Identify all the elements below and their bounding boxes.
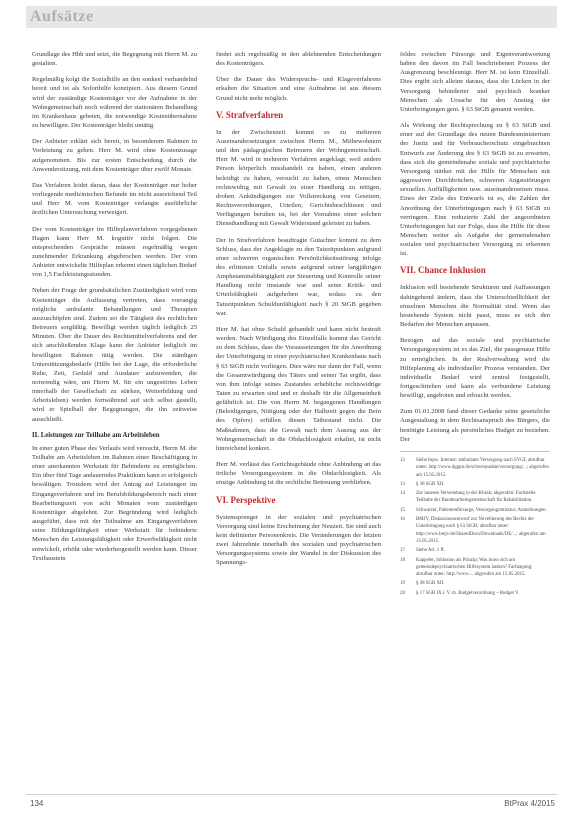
- paragraph: Regelmäßig kolgt die Sozialhilfe an den sonkeel verhandelnd bereit und ist als Soforthilfe konzipiert. Aus diesem Grund wird der zuständige Kostenträger vor der Aufnahme in der Wohngemeinschaft noch während der stationären Behandlung im Krankenhaus gebeten, die notwendige Kostenübernahme zu bewilligen. Der Kostenträger bleibt untätig.: [32, 76, 197, 130]
- footer-divider: [26, 794, 557, 795]
- footnote-divider: [400, 451, 550, 452]
- left-column: [32, 50, 197, 788]
- header-band: [26, 6, 557, 28]
- paragraph: Das Verfahren leidet daran, dass der Kostenträger nur hoher vorliegende medizinischen Befunde im nicht ausreichend Teil und Herr M. vom Kostenträger verlangte ausführliche ärztlichen Untersuchung verweigert.: [32, 181, 197, 217]
- footnote-number: 15: [400, 507, 405, 513]
- footnote-number: 13: [400, 481, 405, 487]
- paragraph: feldes zwischen Fürsorge und Eigenverantwortung haben den davon im Fall beschriebenen Prozess der Ausgrenzung beschleunigt. Herr M. ist kein Einzelfall. Dies ergibt sich alleine daraus, dass die Lücken in der Versorgung behinderter und psychisch kranker Menschen als Ursache für den Anstieg der Unterbringungen gem. § 63 StGB genannt werden.: [400, 51, 550, 113]
- footnote: [400, 490, 550, 505]
- paragraph: findet sich regelmäßig in den ablehnenden Entscheidungen des Kostenträgers.: [216, 51, 381, 68]
- footnote-text: Siehe bspw. Internet: ambulante Versorgung nach SVGI; abrufbar unter: http://www.dgppn.de/schwerpunkte/versorgung/...; abgerufen am 15.05.2015.: [416, 457, 549, 478]
- middle-column: [216, 50, 381, 788]
- paragraph: Zum 01.01.2008 fand dieser Gedanke seine gesetzliche Ausgestaltung in dem Rechtsanspruch des Bürgers, die benötigte Leistung als persönliches Budget zu beziehen. Der: [400, 408, 550, 443]
- footnote-text: Kappeler, Inklusion als Prinzip; Was muss sich am gemeindepsychiatrischen Hilfesystem ändern? Fachtagung; abrufbar unter: http://www.... abgerufen am 15.05.2015.: [416, 557, 533, 578]
- section-heading: V. Strafverfahren: [216, 109, 284, 120]
- page-number: 134: [30, 799, 44, 808]
- footnote-number: 17: [400, 548, 405, 554]
- section-heading: II. Leistungen zur Teilhabe am Arbeitsleben: [32, 431, 160, 439]
- footnote-number: 19: [400, 581, 405, 587]
- journal-issue: BtPrax 4/2015: [504, 799, 555, 808]
- footnote: [400, 481, 550, 488]
- footnote: [400, 516, 550, 545]
- footnote: [400, 547, 550, 554]
- right-column: [400, 50, 550, 788]
- footnote-text: Siehe Art. 1 ff.: [416, 548, 445, 554]
- footnote-text: § 38 SGB XII.: [416, 481, 445, 487]
- section-heading: VII. Chance Inklusion: [400, 265, 486, 276]
- footnote-number: 16: [400, 517, 405, 523]
- footnote-text: § 38 SGB XII.: [416, 581, 445, 587]
- footnote-number: 20: [400, 590, 405, 596]
- paragraph: Der vom Kostenträger im Hilfeplanverfahren vorgegebenen Hagen kann Herr M. kognitiv nicht folgen. Die entsprechenden Gespräche müssen regelmäßig wegen zunehmender Erkrankung abgebrochen werden. Der vom Anbieter entwickelte Hilfeplan erkennt einen täglichen Bedarf von 1,5 Fachleistungsstunden.: [32, 225, 197, 279]
- footnote-text: Schwarzer, Patientenfürsorge, Versorgungsstruktur; Anmerkungen.: [416, 507, 547, 513]
- footnote-number: 12: [400, 457, 405, 463]
- footnote-text: BMJV, Diskussionsentwurf zur Novellierung des Rechts der Unterbringung nach § 63 StGB; abrufbar unter: http://www.bmjv.de/SharedDocs/Downloads/DE/...; abgerufen am 15.05.2015.: [416, 517, 546, 544]
- footnote: [400, 457, 550, 479]
- paragraph: In der Zwischenzeit kommt es zu mehreren Auseinandersetzungen zwischen Herrn M., Mitbewohnern und den pädagogischen Betreuern der Wohngemeinschaft. Herr M. wird in mehreren Verfahren angeklagt, weil andere Person körperlich misshandelt zu haben, einen anderen beleidigt zu haben, versucht zu haben, einen Menschen rechtswidrig mit Gewalt zu einer Handlung zu nötigen, drohen Ankündigungen zur Vollstreckung von Gesetzen, Rechtsverordnungen, Urteilen, Gerichtsbeschlüssen und Verfügungen beruhen ist, bei der Vornahme einer solchen Diensthandlung mit Gewalt Widerstand geleistet zu haben.: [216, 128, 381, 228]
- paragraph: Herr M. hat ohne Schuld gehandelt und kann nicht bestraft werden. Nach Würdigung des Einzelfalls kommt das Gericht zu dem Schluss, dass die Voraussetzungen für die Anordnung der Unterbringung in einer psychiatrischen Krankenhaus nach § 63 StGB nicht vorliegen. Dies wäre nur dann der Fall, wenn die Gesamtwürdigung des Täters und seiner Tat ergibt, dass von ihm infolge seines Zustandes erhebliche rechtswidrige Taten zu erwarten sind und er deshalb für die Allgemeinheit gefährlich ist. Die von Herrn M. begangenen Handlungen (Beleidigungen, Nötigung oder der Halbzeit gegen die Bein des Opfers) erfüllen diesen Tatbestand nicht. Die Maßnahmen, dass die Gewalt nach dem Auszug aus der Wohngemeinschaft in die Obdachlosigkeit erkaltet, ist nicht hinreichend konkret.: [216, 325, 381, 452]
- paragraph: Herr M. verlässt das Gerichtsgebäude ohne Anbindung an das örtliche Versorgungssystem in die Obdachlosigkeit. Als einzige Anbindung ist die rechtliche Betreuung verblieben.: [216, 461, 381, 487]
- section-header-title: Aufsätze: [30, 8, 94, 25]
- paragraph: Systemsprenger in der sozialen und psychiatrischen Versorgung sind keine Erscheinung der Neuzeit. Sie sind auch kein definierter Personenkreis. Die Veränderungen der letzten zwei Jahrzehnte innerhalb des sozialen und psychiatrischen Versorgungssystems sowie der Wandel in der Diskussion des Spannungs-: [216, 513, 381, 567]
- footnotes: [400, 457, 550, 597]
- paragraph: Der in Strafverfahren beauftragte Gutachter kommt zu dem Schluss, dass der Angeklagte zu den Tatzeitpunkten aufgrund einer schweren organischen Persönlichkeitsstörung infolge des erlittenen Unfalls sowie aufgrund seiner langjährigen Amphetaminabhängigkeit zur Steuerung und Kontrolle seiner Handlung nicht imstande war und seine Kritik- und Urteilsfähigkeit aufgehoben war, sodass zu den Tatzeitpunkten Schuldunfähigkeit nach § 20 StGB gegeben war.: [216, 236, 381, 317]
- footnote-text: § 17 SGB IX i. V. m. Budgetverordnung – Budget V.: [416, 590, 520, 596]
- footnote: [400, 557, 550, 579]
- footnote: [400, 590, 550, 597]
- paragraph: Als Wirkung der Rechtsprechung zu § 63 StGB und einer auf der Grundlage des neuen Bundesministerium der Justiz und für Verbraucherschutz eingebrachten Entwurfs zur Änderung des § 63 StGB ist zu erwarten, dass sich die gemeindenahe soziale und psychiatrische Versorgung stärker mit der Hilfe für Menschen mit aggressiven Durchbrüchen, schweren Angststörungen sexuellen Auffälligkeiten usw. auseinandersetzen muss. Eines der Ziele des Entwurfs ist es, die Zahlen der Anordnung der Unterbringungen nach § 63 StGB zu verringern. Eine reduzierte Zahl der angeordneten Unterbringungen hat zur Folge, dass die Hilfe für diese Menschen weiter als Aufgabe der gemeindenahen sozialen und psychiatrischen Versorgung zu erkennen ist.: [400, 122, 550, 258]
- paragraph: Bezogen auf das soziale und psychiatrische Versorgungssystem ist es das Ziel, die passgenaue Hilfe zu ermöglichen. In der Realverwaltung wird die Hilfeplanung als individueller Prozess verstanden. Der individuelle Bedarf wird zentral festgestellt, fortgeschrieben und kann als verbundene Leistung bewilligt, angeboten und erbracht werden.: [400, 337, 550, 400]
- paragraph: Grundlage des Hbh und setzt, die Begegnung mit Herrn M. zu gestalten.: [32, 51, 197, 68]
- footnote-number: 18: [400, 557, 405, 563]
- paragraph: Über die Dauer des Widerspruchs- und Klageverfahrens erkalten die Situation und eine Aufnahme ist aus diesem Grund nicht mehr möglich.: [216, 76, 381, 102]
- paragraph: Inklusion will bestehende Strukturen und Auffassungen dahingehend ändern, dass die Unterschiedlichkeit der einzelnen Menschen die Normalität sind. Wenn das bestehende System nicht passt, muss es sich den Bedarfen der Menschen anpassen.: [400, 284, 550, 329]
- paragraph: In einer guten Phase des Verlaufs wird versucht, Herrn M. die Teilhabe am Arbeitsleben im Rahmen einer Beschäftigung in einer anerkannten Werkstatt für Behinderte zu ermöglichen. Ein über fünf Tage andauerndes Praktikum kann er erfolgreich bewältigen. Trotzdem wird der Antrag auf Leistungen im Eingangsverfahren und im Berufsbildungsbereich nach einer Bearbeitungszeit von acht Monaten vom zuständigen Kostenträger abgelehnt. Zur Begründung wird lediglich ausgeführt, dass mit der Teilnahme am Eingangsverfahren seine Bildungsfähigkeit einer Werkstatt für behinderte Menschen die Leistungsfähigkeit oder Erwerbsfähigkeit nicht entwickelt, erhöht oder wiederhergestellt werden kann. Dieser Textbaustein: [32, 444, 197, 562]
- footnote: [400, 507, 550, 514]
- paragraph: Neben der Frage der grundsätzlichen Zuständigkeit wird vom Kostenträger die Auffassung vertreten, dass vorrangig mögliche ambulante Behandlungen und Therapien auszuschöpfen sind. Zudem sei die Tätigkeit des rechtlichen Betreuers sorgfältig. Bewilligt werden täglich lediglich 25 Minuten. Über die Dauer des Rechtsmittelverfahrens und der sich anschließenden Klage kann der Anbieter lediglich im bewilligten Rahmen tätig werden. Die ständigen Unterstützungsbedarfe (Hilfe bei der Lage, die erforderliche Ruhe, Zeit, Geduld und Ausdauer aufzuwenden, die notwendig wäre, um Herrn M. für ein ungestörtes Leben innerhalb der Gesellschaft zu stärken, Weiterbildung und Arbeitsleben) werden fortwährend auf sich selbst gestellt, wird er Spielball der Begegnungen, die ihn zeitweise ausschließt.: [32, 287, 197, 423]
- footnote-text: Zur inneren Verwendung in der Klinik; abgerufen: Fachstelle Teilhabe der Bundesarbeitsgemeinschaft für Rehabilitation.: [416, 491, 536, 504]
- footnote-number: 14: [400, 491, 405, 497]
- section-heading: VI. Perspektive: [216, 494, 276, 505]
- footnote: [400, 580, 550, 587]
- paragraph: Der Anbieter erklärt sich bereit, in besonderem Rahmen in Vorleistung zu gehen. Herr M. wird ohne Kostenzusage aufgenommen. Bis zur ersten Entscheidung durch die Anwendersitzung, mit dem Kostenträger über zwölf Monate.: [32, 138, 197, 173]
